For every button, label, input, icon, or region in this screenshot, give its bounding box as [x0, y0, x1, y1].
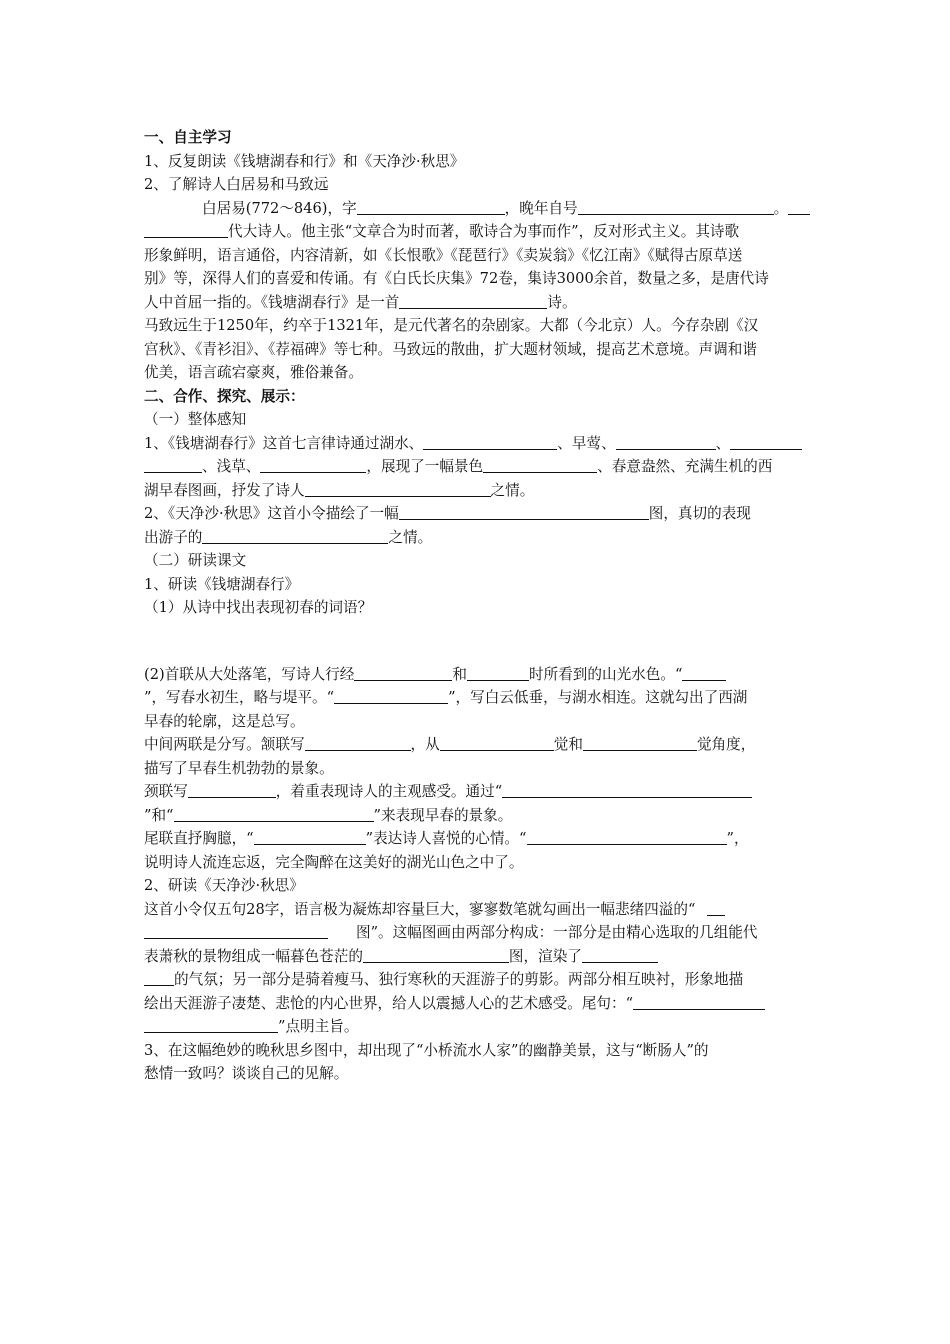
fill-blank-sense-1[interactable]	[440, 735, 554, 751]
q1-text-f: 、春意盎然、充满生机的西	[597, 458, 773, 475]
subsection-study: （二）研读课文	[144, 552, 247, 569]
q2-2-text-b: 和	[452, 665, 468, 683]
s2-text-c: 表萧秋的景物组成一幅暮色苍茫的	[144, 947, 363, 965]
fill-blank-theme-a[interactable]	[633, 994, 765, 1010]
answer-space[interactable]	[144, 620, 809, 663]
fill-blank-neck-couplet[interactable]	[188, 782, 276, 798]
fill-blank-q1-2[interactable]	[616, 434, 716, 450]
mid-text-b: ，从	[410, 736, 440, 753]
s2-text-b: 图”。这幅图画由两部分构成：一部分是由精心选取的几组能代	[356, 924, 758, 941]
study-1-q1: （1）从诗中找出表现初春的词语？	[144, 599, 373, 616]
bai-text-3: 。	[773, 199, 789, 217]
s2-text-f: 绘出天涯游子凄楚、悲怆的内心世界，给人以震撼人心的艺术感受。尾句：“	[144, 994, 634, 1012]
neck-couplet	[144, 780, 809, 827]
fill-blank-theme-b[interactable]	[144, 1017, 278, 1033]
tail-text-d: 说明诗人流连忘返，完全陶醉在这美好的湖光山色之中了。	[144, 853, 524, 871]
q1-text-h: 之情。	[490, 481, 535, 499]
q1-text-a: 1、《钱塘湖春行》这首七言律诗通过湖水、	[144, 434, 424, 452]
section1-title: 一、自主学习	[144, 129, 232, 146]
q1-text-g: 湖早春图画，抒发了诗人	[144, 481, 305, 499]
section1-item2: 2、了解诗人白居易和马致远	[144, 176, 329, 193]
bai-text-1: 白居易(772～846)，字	[202, 199, 357, 217]
s3-text-a: 3、在这幅绝妙的晚秋思乡图中，却出现了“小桥流水人家”的幽静美景，这与“断肠人”的	[144, 1041, 709, 1059]
question-2	[144, 502, 809, 549]
q2-text-d: 之情。	[388, 528, 433, 546]
fill-blank-jaw-couplet[interactable]	[305, 735, 411, 751]
fill-blank-place-2[interactable]	[467, 665, 529, 681]
tail-text-a: 尾联直抒胸臆，“	[144, 830, 254, 847]
fill-blank-q1-4[interactable]	[260, 457, 366, 473]
mid-text-e: 描写了早春生机勃勃的景象。	[144, 759, 334, 777]
fill-blank-atmosphere-b[interactable]	[144, 970, 174, 986]
q2-text-c: 出游子的	[144, 528, 203, 546]
neck-text-a: 颈联写	[144, 783, 188, 800]
mid-text-c: 觉和	[553, 736, 583, 753]
middle-couplets	[144, 733, 809, 780]
fill-blank-dynasty-part2[interactable]	[144, 222, 228, 238]
bai-text-4: 代大诗人。他主张“文章合为时而著，歌诗合为事而作”，反对形式主义。其诗歌	[228, 223, 740, 240]
tail-text-c: ”，	[726, 830, 749, 847]
ma-text-1: 马致远生于1250年，约卒于1321年，是元代著名的杂剧家。大都（今北京）人。今存杂剧《汉	[144, 317, 759, 334]
q2-2-text-e: ”，写白云低垂，与湖水相连。这就勾出了西湖	[448, 689, 748, 706]
tail-text-b: ”表达诗人喜悦的心情。“	[365, 830, 527, 847]
bai-text-5: 形象鲜明，语言通俗，内容清新，如《长恨歌》《琵琶行》《卖炭翁》《忆江南》《赋得古原草送	[144, 246, 743, 264]
section1-item1: 1、反复朗读《钱塘湖春和行》和《天净沙·秋思》	[144, 152, 465, 170]
s2-text-g: ”点明主旨。	[278, 1018, 359, 1035]
fill-blank-picture-2[interactable]	[363, 947, 509, 963]
fill-blank-picture-1b[interactable]	[144, 923, 328, 939]
mid-text-a: 中间两联是分写。颔联写	[144, 736, 305, 753]
fill-blank-atmosphere-a[interactable]	[582, 947, 658, 963]
q1-text-e: ，展现了一幅景色	[366, 458, 484, 475]
neck-text-c: ”和“	[144, 806, 174, 824]
s2-text-a: 这首小令仅五句28字，语言极为凝炼却容量巨大，寥寥数笔就勾画出一幅悲绪四溢的“	[144, 900, 696, 918]
fill-blank-neck-quote-1[interactable]	[502, 782, 752, 798]
mid-text-d: 觉角度，	[696, 736, 756, 753]
bai-text-2: ，晚年自号	[504, 199, 578, 217]
q2-text-b: 图，真切的表现	[648, 505, 751, 522]
study-2-title: 2、研读《天净沙·秋思》	[144, 877, 304, 894]
neck-text-b: ，着重表现诗人的主观感受。通过“	[275, 783, 503, 800]
neck-text-d: ”来表现早春的景象。	[373, 806, 513, 824]
q2-2-text-f: 早春的轮廓，这是总写。	[144, 712, 305, 730]
fill-blank-q1-5[interactable]	[483, 457, 597, 473]
ma-text-2: 宫秋》、《青衫泪》、《荐福碑》等七种。马致远的散曲，扩大题材领域，提高艺术意境。声调和谐	[144, 340, 757, 358]
q1-text-b: 、早莺、	[557, 434, 616, 452]
bai-text-7: 人中首屈一指的。《钱塘湖春行》是一首	[144, 293, 400, 311]
fill-blank-q1-3a[interactable]	[730, 434, 802, 450]
q2-2-text-c: 时所看到的山光水色。“	[529, 665, 683, 683]
fill-blank-tail-quote-2[interactable]	[527, 829, 727, 845]
fill-blank-picture-1a[interactable]	[707, 900, 725, 916]
bai-juyi-paragraph	[144, 197, 809, 315]
fill-blank-q1-6[interactable]	[305, 481, 491, 497]
fill-blank-pseudonym[interactable]	[578, 199, 774, 215]
s2-text-e: 的气氛；另一部分是骑着瘦马、独行寒秋的天涯游子的剪影。两部分相互映衬，形象地描	[174, 971, 744, 988]
bai-text-8: 诗。	[547, 293, 577, 311]
worksheet-page	[144, 126, 809, 1086]
fill-blank-q2-2[interactable]	[202, 528, 388, 544]
fill-blank-place-1[interactable]	[354, 665, 452, 681]
study-2-paragraph	[144, 898, 809, 1039]
s2-text-d: 图，渲染了	[508, 947, 582, 965]
q1-text-d: 、浅草、	[202, 458, 261, 475]
subsection-overall: （一）整体感知	[144, 411, 247, 428]
tail-couplet	[144, 827, 809, 874]
fill-blank-tail-quote-1[interactable]	[254, 829, 366, 845]
q2-text-a: 2、《天净沙·秋思》这首小令描绘了一幅	[144, 505, 399, 522]
question-1	[144, 432, 809, 503]
ma-zhiyuan-paragraph	[144, 314, 809, 385]
bai-text-6: 别》等，深得人们的喜爱和传诵。有《白氏长庆集》72卷，集诗3000余首，数量之多，是唐代诗	[144, 270, 769, 287]
s3-text-b: 愁情一致吗？谈谈自己的见解。	[144, 1065, 349, 1082]
study-3-question	[144, 1039, 809, 1086]
q1-text-c: 、	[715, 434, 731, 452]
ma-text-3: 优美，语言疏宕豪爽，雅俗兼备。	[144, 364, 363, 381]
fill-blank-quote-1a[interactable]	[682, 665, 726, 681]
fill-blank-q1-3b[interactable]	[144, 457, 202, 473]
fill-blank-q1-1[interactable]	[423, 434, 557, 450]
q2-2-text-d: ”，写春水初生，略与堤平。“	[144, 689, 335, 706]
fill-blank-quote-2[interactable]	[334, 688, 448, 704]
section2-title: 二、合作、探究、展示：	[144, 387, 305, 405]
fill-blank-courtesy-name[interactable]	[357, 199, 505, 215]
study-1-q2	[144, 663, 809, 734]
fill-blank-sense-2[interactable]	[583, 735, 697, 751]
q2-2-text-a: (2)首联从大处落笔，写诗人行经	[144, 665, 355, 683]
fill-blank-q2-1[interactable]	[399, 504, 649, 520]
fill-blank-dynasty-part1[interactable]	[788, 199, 810, 215]
fill-blank-neck-quote-2[interactable]	[174, 806, 374, 822]
study-1-title: 1、研读《钱塘湖春行》	[144, 575, 300, 593]
fill-blank-poem-type[interactable]	[399, 293, 547, 309]
